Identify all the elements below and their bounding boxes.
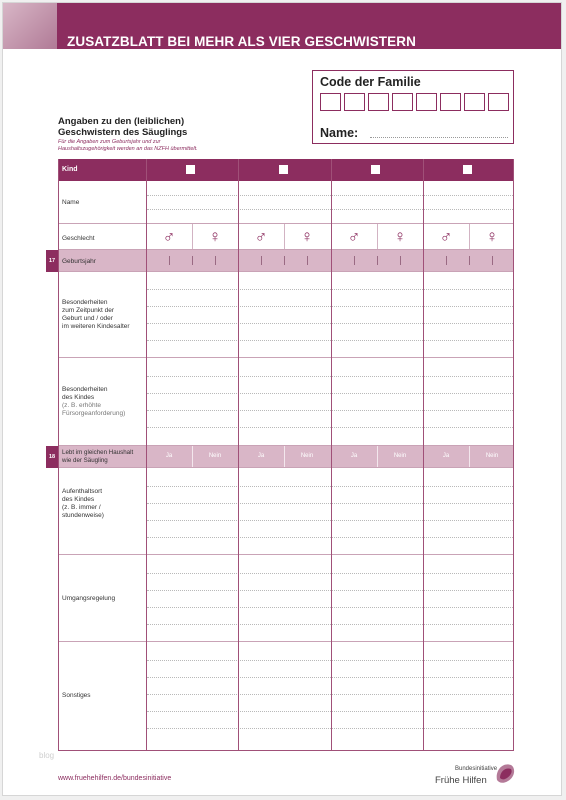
row-kind <box>59 159 513 181</box>
page-title: ZUSATZBLATT BEI MEHR ALS VIER GESCHWISTERN <box>67 34 416 49</box>
write-line[interactable] <box>147 289 513 290</box>
row-label-residence <box>62 488 144 520</box>
male-symbol[interactable]: ♂ <box>254 227 268 246</box>
row-label-gender: Geschlecht <box>62 235 95 242</box>
code-cell[interactable] <box>416 93 437 111</box>
write-line[interactable] <box>147 573 513 574</box>
write-line[interactable] <box>147 711 513 712</box>
write-line[interactable] <box>147 209 513 210</box>
write-line[interactable] <box>147 520 513 521</box>
logo-text-top: Bundesinitiative <box>455 766 498 772</box>
header-accent <box>3 3 57 49</box>
label-line: Geburt und / oder <box>62 315 113 322</box>
column-divider <box>423 159 424 750</box>
label-line: (z. B. erhöhte <box>62 402 102 409</box>
siblings-table <box>58 159 514 751</box>
row-label-birth-year: Geburtsjahr <box>62 258 96 265</box>
row-label-other: Sonstiges <box>62 692 91 699</box>
write-line[interactable] <box>147 624 513 625</box>
label-line: Aufenthaltsort <box>62 488 103 495</box>
write-line[interactable] <box>147 728 513 729</box>
year-digit-divider <box>284 256 285 265</box>
label-line: des Kindes <box>62 496 95 503</box>
write-line[interactable] <box>147 427 513 428</box>
year-digit-divider <box>469 256 470 265</box>
yes-option[interactable]: Ja <box>442 453 450 459</box>
label-line: stundenweise) <box>62 512 104 519</box>
code-cell[interactable] <box>392 93 413 111</box>
label-line: Lebt im gleichen Haushalt <box>62 449 134 456</box>
column-divider <box>238 159 239 750</box>
write-line[interactable] <box>147 694 513 695</box>
male-symbol[interactable]: ♂ <box>162 227 176 246</box>
child-checkbox-4[interactable] <box>462 164 473 175</box>
label-line: Besonderheiten <box>62 299 108 306</box>
female-symbol[interactable]: ♀ <box>485 227 499 246</box>
code-cell[interactable] <box>344 93 365 111</box>
yes-option[interactable]: Ja <box>257 453 265 459</box>
row-special-birth <box>59 272 513 358</box>
year-digit-divider <box>492 256 493 265</box>
year-digit-divider <box>192 256 193 265</box>
write-line[interactable] <box>147 607 513 608</box>
yes-option[interactable]: Ja <box>350 453 358 459</box>
label-line: zum Zeitpunkt der <box>62 307 115 314</box>
write-line[interactable] <box>147 410 513 411</box>
row-other <box>59 642 513 751</box>
badge-18: 18 <box>46 446 58 468</box>
child-checkbox-3[interactable] <box>370 164 381 175</box>
label-line: des Kindes <box>62 394 95 401</box>
male-symbol[interactable]: ♂ <box>347 227 361 246</box>
row-household <box>59 446 513 468</box>
code-cell[interactable] <box>320 93 341 111</box>
row-label-household <box>62 449 144 465</box>
year-digit-divider <box>377 256 378 265</box>
write-line[interactable] <box>147 306 513 307</box>
row-name <box>59 181 513 224</box>
female-symbol[interactable]: ♀ <box>393 227 407 246</box>
write-line[interactable] <box>147 393 513 394</box>
child-checkbox-2[interactable] <box>278 164 289 175</box>
label-line: Besonderheiten <box>62 386 108 393</box>
write-line[interactable] <box>147 340 513 341</box>
no-option[interactable]: Nein <box>300 453 314 459</box>
year-digit-divider <box>169 256 170 265</box>
family-name-label: Name: <box>320 126 359 140</box>
row-label-custody: Umgangsregelung <box>62 595 116 602</box>
column-divider <box>146 159 147 750</box>
year-digit-divider <box>261 256 262 265</box>
badge-17: 17 <box>46 250 58 272</box>
write-line[interactable] <box>147 660 513 661</box>
no-option[interactable]: Nein <box>208 453 222 459</box>
column-divider <box>331 159 332 750</box>
yes-option[interactable]: Ja <box>165 453 173 459</box>
code-cell[interactable] <box>488 93 509 111</box>
logo-text-bottom: Frühe Hilfen <box>435 775 487 786</box>
family-name-field[interactable] <box>370 137 508 138</box>
no-option[interactable]: Nein <box>393 453 407 459</box>
row-gender <box>59 224 513 250</box>
intro-title <box>58 116 187 138</box>
write-line[interactable] <box>147 323 513 324</box>
family-code-box <box>312 70 514 144</box>
row-label-kind: Kind <box>62 166 78 173</box>
row-custody <box>59 555 513 642</box>
row-label-special-birth <box>62 299 144 331</box>
row-special-child <box>59 358 513 446</box>
year-digit-divider <box>354 256 355 265</box>
intro-note <box>58 139 198 153</box>
row-residence <box>59 468 513 555</box>
code-cell[interactable] <box>464 93 485 111</box>
intro-title-line: Geschwistern des Säuglings <box>58 127 188 138</box>
form-page <box>2 2 562 796</box>
label-line: (z. B. immer / <box>62 504 101 511</box>
watermark-text: blog <box>39 751 55 760</box>
child-checkbox-1[interactable] <box>185 164 196 175</box>
no-option[interactable]: Nein <box>485 453 499 459</box>
footer-url-link[interactable]: www.fruehehilfen.de/bundesinitiative <box>58 775 172 782</box>
code-cell[interactable] <box>368 93 389 111</box>
label-line: wie der Säugling <box>62 457 108 464</box>
fruehe-hilfen-logo-icon <box>493 760 517 786</box>
row-birth-year <box>59 250 513 272</box>
male-symbol[interactable]: ♂ <box>439 227 453 246</box>
family-code-title: Code der Familie <box>320 75 421 89</box>
intro-title-line: Angaben zu den (leiblichen) <box>58 116 185 127</box>
family-code-cells <box>320 93 512 111</box>
write-line[interactable] <box>147 195 513 196</box>
write-line[interactable] <box>147 376 513 377</box>
intro-note-line: Haushaltszugehörigkeit werden an das NZFH übermittelt. <box>58 146 198 152</box>
write-line[interactable] <box>147 537 513 538</box>
code-cell[interactable] <box>440 93 461 111</box>
intro-note-line: Für die Angaben zum Geburtsjahr und zur <box>58 139 161 145</box>
write-line[interactable] <box>147 677 513 678</box>
write-line[interactable] <box>147 503 513 504</box>
female-symbol[interactable]: ♀ <box>208 227 222 246</box>
female-symbol[interactable]: ♀ <box>300 227 314 246</box>
year-digit-divider <box>446 256 447 265</box>
label-line: im weiteren Kindesalter <box>62 323 130 330</box>
row-label-special-child <box>62 386 144 418</box>
year-digit-divider <box>307 256 308 265</box>
year-digit-divider <box>400 256 401 265</box>
row-label-name: Name <box>62 199 80 206</box>
write-line[interactable] <box>147 486 513 487</box>
label-line: Fürsorgeanforderung) <box>62 410 126 417</box>
year-digit-divider <box>215 256 216 265</box>
write-line[interactable] <box>147 590 513 591</box>
